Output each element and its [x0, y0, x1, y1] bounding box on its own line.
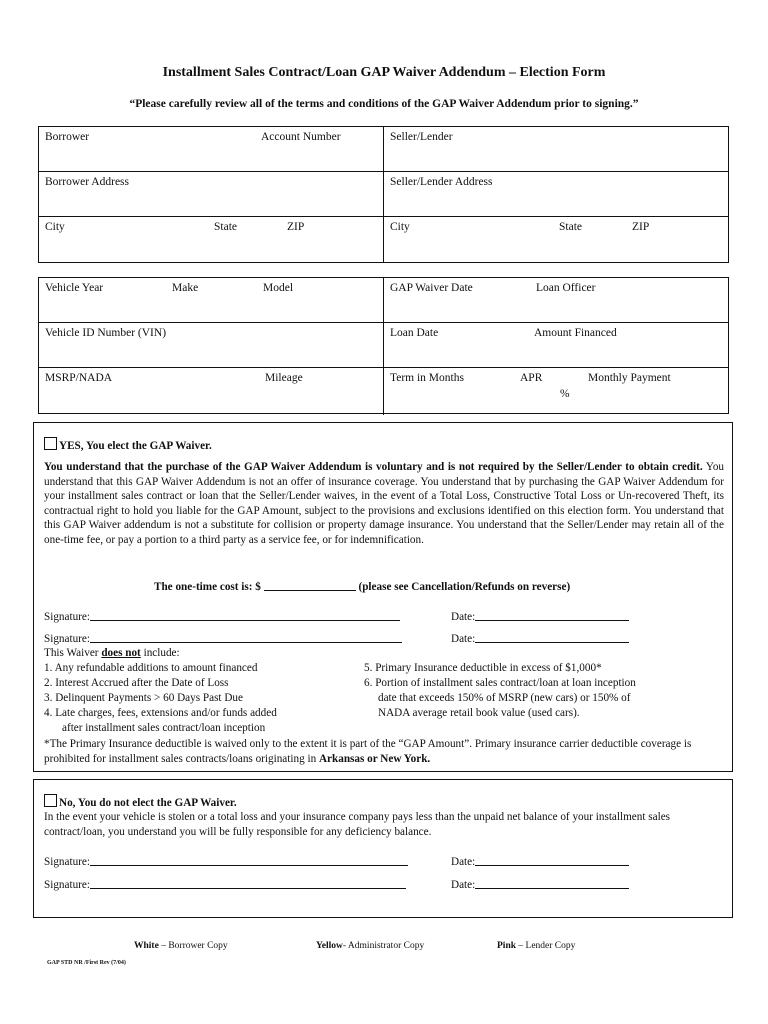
exclusion-item-1: 1. Any refundable additions to amount financed	[44, 662, 258, 674]
exclusion-item-4: 4. Late charges, fees, extensions and/or funds added	[44, 707, 277, 719]
no-terms-paragraph: In the event your vehicle is stolen or a total loss and your insurance company pays less than the unpaid net balance of your installment sales contract/loan, you understand you will be fully responsible for any deficiency balance.	[44, 811, 671, 838]
exclusions-heading	[44, 646, 180, 661]
amount-financed-label: Amount Financed	[534, 327, 617, 339]
yes-terms-bold: You understand that the purchase of the GAP Waiver Addendum is voluntary and is not required by the Seller/Lender to obtain credit.	[44, 461, 703, 473]
exclusion-item-6-cont-2: NADA average retail book value (used cars).	[378, 707, 580, 719]
pink-copy-color: Pink	[497, 941, 517, 951]
seller-state-label: State	[559, 221, 582, 233]
yes-terms-paragraph	[44, 460, 724, 548]
date-label: Date:	[451, 633, 476, 645]
no-signature-2	[44, 877, 406, 891]
yes-checkbox[interactable]	[44, 437, 57, 450]
yes-terms-text: You understand that this GAP Waiver Addendum is not an offer of insurance coverage. You understand that by purchasing the GAP Waiver Addendum for your installment sales contract or loan that the Seller/Lender waives, in the event of a Total Loss, Constructive Total Loss or Un-recovered Theft, its contractual right to hold you liable for the GAP Amount, subject to the provisions and exclusions identified on this election form. You understand that this GAP Waiver addendum is not a substitute for collision or property damage insurance. You understand that the Seller/Lender may retain all of the one-time fee, or pay a portion to a third party as a service fee, or for indemnification.	[44, 461, 725, 546]
vehicle-row-3	[39, 368, 728, 415]
exclusion-item-6-cont-1: date that exceeds 150% of MSRP (new cars) or 150% of	[378, 692, 631, 704]
date-field[interactable]	[475, 854, 629, 866]
no-date-2	[451, 877, 629, 891]
date-field[interactable]	[475, 631, 629, 643]
seller-lender-field[interactable]	[384, 127, 728, 171]
date-label: Date:	[451, 856, 476, 868]
no-heading: No, You do not elect the GAP Waiver.	[59, 797, 237, 809]
borrower-city-label: City	[45, 221, 65, 233]
deductible-footnote-states: Arkansas or New York.	[318, 752, 431, 765]
one-time-cost-field[interactable]	[264, 579, 356, 591]
signature-label: Signature:	[44, 633, 90, 645]
seller-lender-address-label: Seller/Lender Address	[390, 176, 493, 188]
yes-date-1	[451, 609, 629, 623]
yes-election-section	[33, 422, 733, 772]
borrower-state-label: State	[214, 221, 237, 233]
exclusion-item-4-cont: after installment sales contract/loan inception	[62, 722, 266, 734]
form-subtitle: “Please carefully review all of the terms and conditions of the GAP Waiver Addendum prior to signing.”	[129, 98, 639, 110]
date-field[interactable]	[475, 877, 629, 889]
no-signature-1	[44, 854, 408, 868]
cancellation-note: (please see Cancellation/Refunds on reverse)	[358, 581, 571, 593]
pink-copy-text: – Lender Copy	[516, 941, 576, 951]
exclusions-pre: This Waiver	[44, 647, 102, 659]
monthly-payment-label: Monthly Payment	[588, 372, 671, 384]
date-label: Date:	[451, 879, 476, 891]
model-label: Model	[263, 282, 294, 294]
signature-field[interactable]	[90, 631, 402, 643]
yes-date-2	[451, 631, 629, 645]
exclusions-does-not: does not	[101, 647, 141, 659]
vin-field[interactable]	[39, 323, 384, 367]
apr-label: APR	[520, 372, 543, 384]
yellow-copy-label	[316, 941, 424, 951]
msrp-field[interactable]	[39, 368, 384, 415]
term-in-months-label: Term in Months	[390, 372, 464, 384]
loan-date-field[interactable]	[384, 323, 728, 367]
yes-heading: YES, You elect the GAP Waiver.	[59, 440, 212, 452]
apr-percent-label: %	[560, 388, 570, 400]
no-checkbox[interactable]	[44, 794, 57, 807]
account-number-label: Account Number	[261, 131, 341, 143]
vehicle-info-grid	[38, 277, 729, 414]
exclusions-post: include:	[140, 647, 180, 659]
yellow-copy-text: - Administrator Copy	[342, 941, 425, 951]
vehicle-year-label: Vehicle Year	[45, 282, 104, 294]
seller-lender-address-field[interactable]	[384, 172, 728, 216]
vehicle-row-1	[39, 278, 728, 323]
signature-field[interactable]	[90, 609, 400, 621]
pink-copy-label	[497, 941, 575, 951]
gap-waiver-date-field[interactable]	[384, 278, 728, 322]
vehicle-row-2	[39, 323, 728, 368]
form-code: GAP STD NR /First Rev (7/04)	[47, 960, 126, 966]
party-row-2	[39, 172, 728, 217]
seller-city-field[interactable]	[384, 217, 728, 262]
party-row-1	[39, 127, 728, 172]
term-field[interactable]	[384, 368, 728, 415]
make-label: Make	[172, 282, 199, 294]
gap-waiver-date-label: GAP Waiver Date	[390, 282, 473, 294]
no-election-section	[33, 779, 733, 918]
yes-signature-2	[44, 631, 402, 645]
yes-signature-1	[44, 609, 400, 623]
seller-zip-label: ZIP	[632, 221, 650, 233]
white-copy-label	[134, 941, 228, 951]
deductible-footnote	[44, 737, 728, 766]
mileage-label: Mileage	[265, 372, 303, 384]
deductible-footnote-text: *The Primary Insurance deductible is waived only to the extent it is part of the “GAP Amount”. Primary insurance carrier deductible coverage is prohibited for installment sales contracts/loans originating in	[44, 738, 692, 765]
exclusion-item-5: 5. Primary Insurance deductible in excess of $1,000*	[364, 662, 602, 674]
signature-label: Signature:	[44, 856, 90, 868]
date-field[interactable]	[475, 609, 629, 621]
form-title: Installment Sales Contract/Loan GAP Waiver Addendum – Election Form	[162, 65, 606, 80]
party-row-3	[39, 217, 728, 262]
yellow-copy-color: Yellow	[316, 941, 343, 951]
seller-city-label: City	[390, 221, 410, 233]
borrower-address-field[interactable]	[39, 172, 384, 216]
one-time-cost-row	[154, 579, 570, 595]
exclusion-item-2: 2. Interest Accrued after the Date of Loss	[44, 677, 229, 689]
no-heading-row	[44, 794, 237, 811]
signature-label: Signature:	[44, 879, 90, 891]
borrower-field[interactable]	[39, 127, 384, 171]
party-info-grid	[38, 126, 729, 263]
borrower-address-label: Borrower Address	[45, 176, 129, 188]
no-date-1	[451, 854, 629, 868]
white-copy-color: White	[134, 941, 159, 951]
vehicle-year-field[interactable]	[39, 278, 384, 322]
borrower-label: Borrower	[45, 131, 90, 143]
signature-field[interactable]	[90, 877, 406, 889]
exclusion-item-3: 3. Delinquent Payments > 60 Days Past Due	[44, 692, 243, 704]
borrower-city-field[interactable]	[39, 217, 384, 262]
seller-lender-label: Seller/Lender	[390, 131, 453, 143]
yes-heading-row	[44, 437, 212, 454]
exclusion-item-6: 6. Portion of installment sales contract/loan at loan inception	[364, 677, 636, 689]
date-label: Date:	[451, 611, 476, 623]
borrower-zip-label: ZIP	[287, 221, 305, 233]
signature-field[interactable]	[90, 854, 408, 866]
white-copy-text: – Borrower Copy	[158, 941, 228, 951]
signature-label: Signature:	[44, 611, 90, 623]
loan-date-label: Loan Date	[390, 327, 439, 339]
loan-officer-label: Loan Officer	[536, 282, 596, 294]
one-time-cost-label: The one-time cost is: $	[154, 581, 261, 593]
vin-label: Vehicle ID Number (VIN)	[45, 327, 167, 339]
msrp-nada-label: MSRP/NADA	[45, 372, 113, 384]
